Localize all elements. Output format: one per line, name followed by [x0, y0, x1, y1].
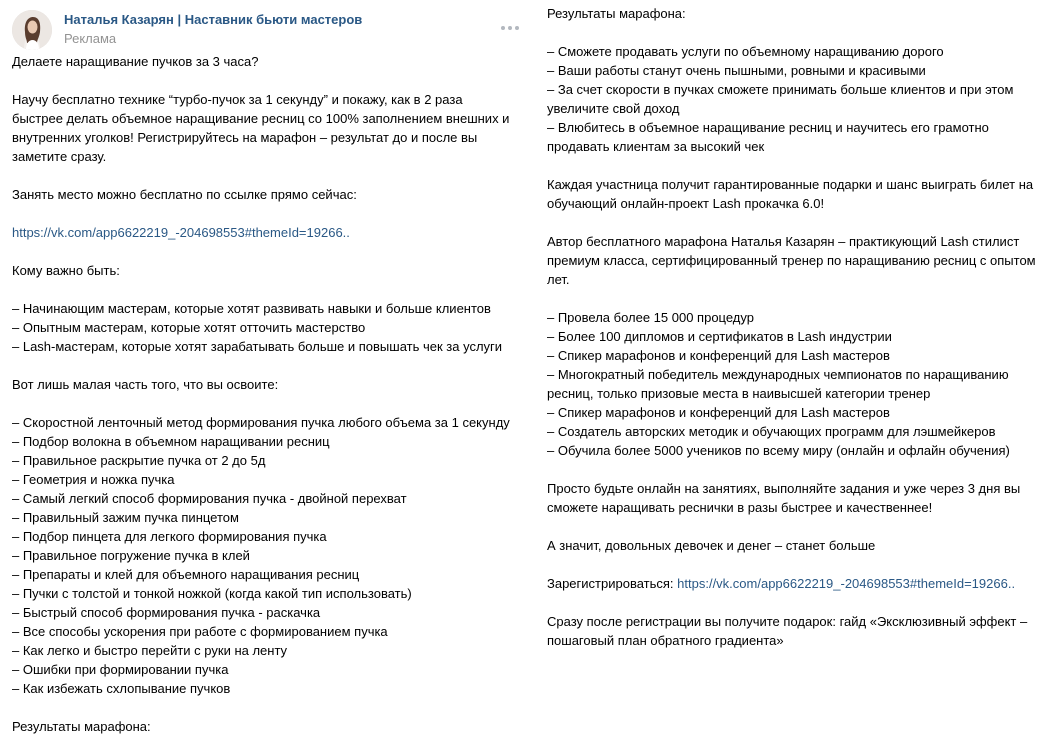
skill-item: – Как легко и быстро перейти с руки на ленту: [12, 643, 288, 658]
author-avatar[interactable]: [12, 10, 52, 50]
author-bio: премиум класса, сертифицированный тренер по наращиванию ресниц с опытом: [547, 253, 1036, 268]
register-link[interactable]: https://vk.com/app6622219_-204698553#themeId=19266..: [677, 576, 1016, 591]
results-heading: Результаты марафона:: [12, 719, 151, 734]
audience-item: – Опытным мастерам, которые хотят отточить мастерство: [12, 320, 366, 335]
achievement-item: – Обучила более 5000 учеников по всему миру (онлайн и офлайн обучения): [547, 443, 1010, 458]
signup-prompt: Занять место можно бесплатно по ссылке прямо сейчас:: [12, 187, 357, 202]
author-bio: Автор бесплатного марафона Наталья Казарян – практикующий Lash стилист: [547, 234, 1020, 249]
result-item: увеличите свой доход: [547, 101, 680, 116]
achievement-item: – Создатель авторских методик и обучающих программ для лэшмейкеров: [547, 424, 996, 439]
closing-text: А значит, довольных девочек и денег – станет больше: [547, 538, 876, 553]
author-name-link[interactable]: Наталья Казарян | Наставник бьюти мастеров: [64, 12, 363, 27]
register-line: [547, 574, 1040, 593]
gifts-text: обучающий онлайн-проект Lash прокачка 6.0!: [547, 196, 825, 211]
author-bio: лет.: [547, 272, 570, 287]
skill-item: – Как избежать схлопывание пучков: [12, 681, 231, 696]
achievement-item: – Более 100 дипломов и сертификатов в Lash индустрии: [547, 329, 892, 344]
dot-icon: [501, 26, 505, 30]
skill-item: – Правильный зажим пучка пинцетом: [12, 510, 239, 525]
achievement-item: – Спикер марафонов и конференций для Lash мастеров: [547, 405, 890, 420]
ad-label: Реклама: [64, 31, 117, 46]
avatar-photo-icon: [12, 10, 52, 50]
pitch-line: внутренних уголков! Регистрируйтесь на марафон – результат до и после вы: [12, 130, 478, 145]
audience-item: – Lash-мастерам, которые хотят зарабатывать больше и повышать чек за услуги: [12, 339, 503, 354]
audience-item: – Начинающим мастерам, которые хотят развивать навыки и больше клиентов: [12, 301, 491, 316]
skill-item: – Правильное погружение пучка в клей: [12, 548, 250, 563]
achievement-item: – Провела более 15 000 процедур: [547, 310, 754, 325]
post-text-right: [535, 0, 1044, 650]
dot-icon: [515, 26, 519, 30]
pitch-line: заметите сразу.: [12, 149, 107, 164]
dot-icon: [508, 26, 512, 30]
skill-item: – Геометрия и ножка пучка: [12, 472, 175, 487]
skill-item: – Ошибки при формировании пучка: [12, 662, 229, 677]
result-item: – Влюбитесь в объемное наращивание ресниц и научитесь его грамотно: [547, 120, 989, 135]
skill-item: – Все способы ускорения при работе с формированием пучка: [12, 624, 388, 639]
post-column-right: [535, 0, 1044, 650]
bonus-text: пошаговый план обратного градиента»: [547, 633, 784, 648]
achievement-item: – Спикер марафонов и конференций для Lash мастеров: [547, 348, 890, 363]
skill-item: – Самый легкий способ формирования пучка - двойной перехват: [12, 491, 407, 506]
register-label: Зарегистрироваться:: [547, 576, 678, 591]
skill-item: – Быстрый способ формирования пучка - раскачка: [12, 605, 321, 620]
skill-item: – Подбор пинцета для легкого формирования пучка: [12, 529, 327, 544]
result-item: – Сможете продавать услуги по объемному наращиванию дорого: [547, 44, 944, 59]
bonus-text: Сразу после регистрации вы получите подарок: гайд «Эксклюзивный эффект –: [547, 614, 1028, 629]
call-to-action: Просто будьте онлайн на занятиях, выполняйте задания и уже через 3 дня вы: [547, 481, 1021, 496]
skill-item: – Пучки с толстой и тонкой ножкой (когда какой тип использовать): [12, 586, 412, 601]
post-text-left: [0, 52, 530, 736]
audience-heading: Кому важно быть:: [12, 263, 120, 278]
gifts-text: Каждая участница получит гарантированные подарки и шанс выиграть билет на: [547, 177, 1034, 192]
pitch-line: Научу бесплатно технике “турбо-пучок за 1 секунду” и покажу, как в 2 раза: [12, 92, 463, 107]
more-options-icon[interactable]: [496, 18, 524, 38]
intro-text: Делаете наращивание пучков за 3 часа?: [12, 54, 259, 69]
results-heading: Результаты марафона:: [547, 6, 686, 21]
skills-heading: Вот лишь малая часть того, что вы освоите:: [12, 377, 279, 392]
result-item: – Ваши работы станут очень пышными, ровными и красивыми: [547, 63, 926, 78]
pitch-line: быстрее делать объемное наращивание ресниц со 100% заполнением внешних и: [12, 111, 510, 126]
achievement-item: – Многократный победитель международных чемпионатов по наращиванию: [547, 367, 1009, 382]
call-to-action: сможете наращивать реснички в разы быстрее и качественнее!: [547, 500, 933, 515]
achievement-item: ресниц, только призовые места в наивысшей категории тренер: [547, 386, 931, 401]
skill-item: – Скоростной ленточный метод формирования пучка любого объема за 1 секунду: [12, 415, 510, 430]
result-item: – За счет скорости в пучках сможете принимать больше клиентов и при этом: [547, 82, 1014, 97]
marathon-link[interactable]: https://vk.com/app6622219_-204698553#themeId=19266..: [12, 225, 350, 240]
skill-item: – Правильное раскрытие пучка от 2 до 5д: [12, 453, 266, 468]
skill-item: – Подбор волокна в объемном наращивании ресниц: [12, 434, 330, 449]
result-item: продавать клиентам за высокий чек: [547, 139, 765, 154]
post-header: [0, 0, 530, 52]
skill-item: – Препараты и клей для объемного наращивания ресниц: [12, 567, 360, 582]
